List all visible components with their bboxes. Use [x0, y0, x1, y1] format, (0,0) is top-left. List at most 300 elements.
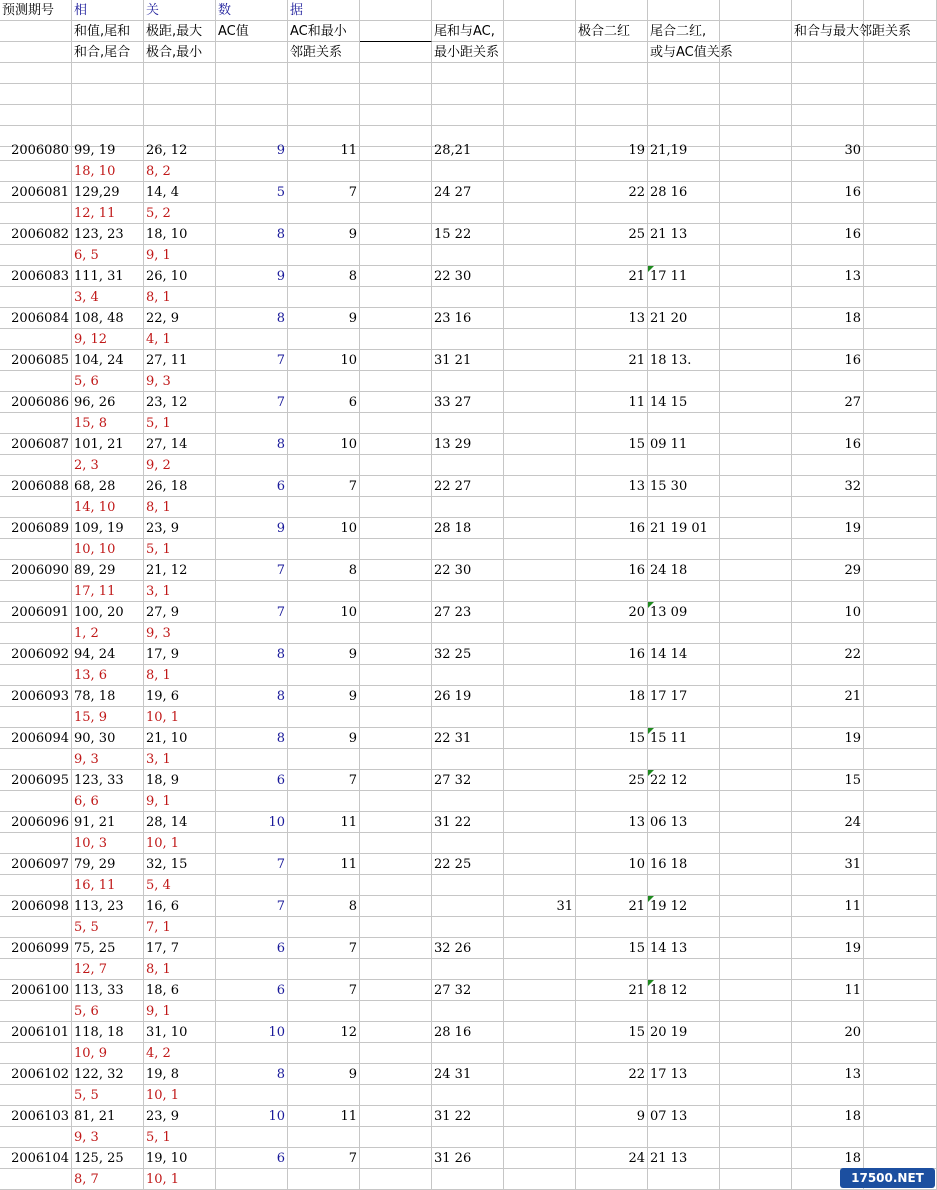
ac-value-cell[interactable]: 10 — [216, 812, 288, 833]
empty-cell[interactable] — [288, 665, 360, 686]
pole-red-cell[interactable]: 18 — [576, 686, 648, 707]
empty-cell[interactable] — [864, 581, 937, 602]
empty-cell[interactable] — [864, 329, 937, 350]
pole-cell[interactable]: 31, 10 — [144, 1022, 216, 1043]
empty-cell[interactable] — [720, 938, 792, 959]
tail-red-cell[interactable]: 07 13 — [648, 1106, 720, 1127]
empty-cell[interactable] — [432, 105, 504, 126]
empty-cell[interactable] — [504, 105, 576, 126]
empty-cell[interactable] — [720, 1085, 792, 1106]
empty-cell[interactable] — [0, 63, 72, 84]
empty-cell[interactable] — [720, 875, 792, 896]
empty-cell[interactable] — [504, 245, 576, 266]
ac-value-cell[interactable]: 7 — [216, 350, 288, 371]
tail-ac-right-cell[interactable] — [504, 1106, 576, 1127]
empty-cell[interactable] — [864, 203, 937, 224]
sum-max-gap-cell[interactable]: 15 — [792, 770, 864, 791]
header-cell[interactable] — [216, 42, 288, 63]
ac-value-cell[interactable]: 9 — [216, 266, 288, 287]
empty-cell[interactable] — [576, 497, 648, 518]
empty-cell[interactable] — [720, 105, 792, 126]
empty-cell[interactable] — [720, 392, 792, 413]
empty-cell[interactable] — [432, 413, 504, 434]
empty-cell[interactable] — [792, 413, 864, 434]
empty-cell[interactable] — [360, 84, 432, 105]
empty-cell[interactable] — [648, 707, 720, 728]
empty-cell[interactable] — [216, 1043, 288, 1064]
empty-cell[interactable] — [360, 854, 432, 875]
empty-cell[interactable] — [864, 644, 937, 665]
tail-red-cell[interactable]: 15 11 — [648, 728, 720, 749]
header-cell[interactable] — [360, 21, 432, 42]
tail-ac-cell[interactable]: 22 30 — [432, 560, 504, 581]
header-cell[interactable]: AC和最小 — [288, 21, 360, 42]
pole-min-cell[interactable]: 9, 1 — [144, 245, 216, 266]
empty-cell[interactable] — [504, 203, 576, 224]
sum-tail-cell[interactable]: 10, 3 — [72, 833, 144, 854]
empty-cell[interactable] — [288, 1127, 360, 1148]
empty-cell[interactable] — [720, 161, 792, 182]
empty-cell[interactable] — [792, 875, 864, 896]
empty-cell[interactable] — [648, 875, 720, 896]
tail-ac-right-cell[interactable] — [504, 812, 576, 833]
pole-red-cell[interactable]: 19 — [576, 140, 648, 161]
empty-cell[interactable] — [0, 1127, 72, 1148]
empty-cell[interactable] — [432, 1169, 504, 1190]
ac-value-cell[interactable]: 10 — [216, 1022, 288, 1043]
empty-cell[interactable] — [216, 161, 288, 182]
ac-value-cell[interactable]: 8 — [216, 644, 288, 665]
empty-cell[interactable] — [0, 84, 72, 105]
empty-cell[interactable] — [648, 329, 720, 350]
sum-cell[interactable]: 94, 24 — [72, 644, 144, 665]
pole-min-cell[interactable]: 5, 1 — [144, 539, 216, 560]
sum-max-gap-cell[interactable]: 16 — [792, 434, 864, 455]
period-cell[interactable]: 2006081 — [0, 182, 72, 203]
empty-cell[interactable] — [864, 518, 937, 539]
pole-cell[interactable]: 21, 10 — [144, 728, 216, 749]
sum-cell[interactable]: 101, 21 — [72, 434, 144, 455]
empty-cell[interactable] — [432, 707, 504, 728]
empty-cell[interactable] — [720, 896, 792, 917]
empty-cell[interactable] — [0, 329, 72, 350]
header-cell[interactable] — [504, 42, 576, 63]
empty-cell[interactable] — [216, 371, 288, 392]
tail-ac-cell[interactable]: 24 27 — [432, 182, 504, 203]
tail-red-cell[interactable]: 06 13 — [648, 812, 720, 833]
ac-min-cell[interactable]: 7 — [288, 1148, 360, 1169]
empty-cell[interactable] — [720, 308, 792, 329]
empty-cell[interactable] — [0, 161, 72, 182]
pole-red-cell[interactable]: 10 — [576, 854, 648, 875]
empty-cell[interactable] — [288, 1169, 360, 1190]
empty-cell[interactable] — [216, 959, 288, 980]
tail-red-cell[interactable]: 14 13 — [648, 938, 720, 959]
empty-cell[interactable] — [576, 1001, 648, 1022]
empty-cell[interactable] — [0, 959, 72, 980]
header-cell[interactable]: AC值 — [216, 21, 288, 42]
empty-cell[interactable] — [360, 644, 432, 665]
sum-max-gap-cell[interactable]: 11 — [792, 980, 864, 1001]
empty-cell[interactable] — [360, 728, 432, 749]
pole-cell[interactable]: 19, 8 — [144, 1064, 216, 1085]
empty-cell[interactable] — [792, 1043, 864, 1064]
empty-cell[interactable] — [360, 161, 432, 182]
sum-tail-cell[interactable]: 10, 10 — [72, 539, 144, 560]
sum-cell[interactable]: 68, 28 — [72, 476, 144, 497]
empty-cell[interactable] — [360, 938, 432, 959]
pole-cell[interactable]: 22, 9 — [144, 308, 216, 329]
tail-red-cell[interactable]: 09 11 — [648, 434, 720, 455]
empty-cell[interactable] — [864, 539, 937, 560]
empty-cell[interactable] — [504, 371, 576, 392]
ac-value-cell[interactable]: 8 — [216, 434, 288, 455]
tail-ac-cell[interactable]: 27 23 — [432, 602, 504, 623]
empty-cell[interactable] — [720, 203, 792, 224]
empty-cell[interactable] — [216, 105, 288, 126]
empty-cell[interactable] — [864, 413, 937, 434]
empty-cell[interactable] — [648, 833, 720, 854]
header-cell[interactable] — [720, 42, 792, 63]
header-cell[interactable] — [504, 21, 576, 42]
period-cell[interactable]: 2006086 — [0, 392, 72, 413]
empty-cell[interactable] — [288, 161, 360, 182]
tail-ac-right-cell[interactable] — [504, 182, 576, 203]
empty-cell[interactable] — [864, 392, 937, 413]
tail-ac-right-cell[interactable] — [504, 518, 576, 539]
empty-cell[interactable] — [576, 329, 648, 350]
sum-cell[interactable]: 122, 32 — [72, 1064, 144, 1085]
empty-cell[interactable] — [864, 1022, 937, 1043]
empty-cell[interactable] — [576, 203, 648, 224]
empty-cell[interactable] — [432, 203, 504, 224]
empty-cell[interactable] — [648, 455, 720, 476]
empty-cell[interactable] — [864, 938, 937, 959]
empty-cell[interactable] — [360, 224, 432, 245]
empty-cell[interactable] — [216, 791, 288, 812]
tail-red-cell[interactable]: 17 13 — [648, 1064, 720, 1085]
empty-cell[interactable] — [576, 707, 648, 728]
header-cell[interactable]: 据 — [288, 0, 360, 21]
empty-cell[interactable] — [576, 1085, 648, 1106]
empty-cell[interactable] — [288, 623, 360, 644]
empty-cell[interactable] — [864, 728, 937, 749]
period-cell[interactable]: 2006100 — [0, 980, 72, 1001]
period-cell[interactable]: 2006092 — [0, 644, 72, 665]
tail-ac-cell[interactable]: 31 26 — [432, 1148, 504, 1169]
empty-cell[interactable] — [360, 707, 432, 728]
empty-cell[interactable] — [864, 224, 937, 245]
period-cell[interactable]: 2006095 — [0, 770, 72, 791]
empty-cell[interactable] — [648, 1001, 720, 1022]
ac-min-cell[interactable]: 6 — [288, 392, 360, 413]
ac-value-cell[interactable]: 8 — [216, 308, 288, 329]
ac-min-cell[interactable]: 9 — [288, 308, 360, 329]
pole-min-cell[interactable]: 4, 2 — [144, 1043, 216, 1064]
empty-cell[interactable] — [504, 749, 576, 770]
tail-red-cell[interactable]: 17 17 — [648, 686, 720, 707]
empty-cell[interactable] — [216, 329, 288, 350]
empty-cell[interactable] — [720, 917, 792, 938]
empty-cell[interactable] — [864, 84, 937, 105]
ac-value-cell[interactable]: 7 — [216, 392, 288, 413]
pole-min-cell[interactable]: 10, 1 — [144, 1169, 216, 1190]
empty-cell[interactable] — [720, 413, 792, 434]
sum-max-gap-cell[interactable]: 19 — [792, 518, 864, 539]
empty-cell[interactable] — [216, 1127, 288, 1148]
pole-red-cell[interactable]: 15 — [576, 938, 648, 959]
empty-cell[interactable] — [648, 1043, 720, 1064]
sum-tail-cell[interactable]: 9, 3 — [72, 1127, 144, 1148]
empty-cell[interactable] — [792, 329, 864, 350]
ac-min-cell[interactable]: 7 — [288, 476, 360, 497]
pole-red-cell[interactable]: 21 — [576, 266, 648, 287]
empty-cell[interactable] — [360, 833, 432, 854]
tail-ac-right-cell[interactable] — [504, 1022, 576, 1043]
empty-cell[interactable] — [720, 770, 792, 791]
empty-cell[interactable] — [216, 203, 288, 224]
empty-cell[interactable] — [720, 707, 792, 728]
ac-value-cell[interactable]: 8 — [216, 1064, 288, 1085]
empty-cell[interactable] — [864, 1001, 937, 1022]
empty-cell[interactable] — [792, 1127, 864, 1148]
pole-cell[interactable]: 26, 10 — [144, 266, 216, 287]
empty-cell[interactable] — [0, 749, 72, 770]
tail-red-cell[interactable]: 14 14 — [648, 644, 720, 665]
empty-cell[interactable] — [360, 980, 432, 1001]
empty-cell[interactable] — [648, 63, 720, 84]
empty-cell[interactable] — [504, 875, 576, 896]
empty-cell[interactable] — [216, 245, 288, 266]
empty-cell[interactable] — [360, 770, 432, 791]
empty-cell[interactable] — [432, 371, 504, 392]
sum-tail-cell[interactable]: 5, 5 — [72, 917, 144, 938]
tail-ac-right-cell[interactable] — [504, 224, 576, 245]
sum-cell[interactable]: 96, 26 — [72, 392, 144, 413]
tail-red-cell[interactable]: 21 20 — [648, 308, 720, 329]
ac-min-cell[interactable]: 10 — [288, 350, 360, 371]
pole-cell[interactable]: 27, 14 — [144, 434, 216, 455]
empty-cell[interactable] — [432, 287, 504, 308]
sum-cell[interactable]: 79, 29 — [72, 854, 144, 875]
empty-cell[interactable] — [576, 539, 648, 560]
sum-max-gap-cell[interactable]: 27 — [792, 392, 864, 413]
empty-cell[interactable] — [864, 749, 937, 770]
empty-cell[interactable] — [576, 161, 648, 182]
tail-red-cell[interactable]: 24 18 — [648, 560, 720, 581]
empty-cell[interactable] — [360, 245, 432, 266]
ac-value-cell[interactable]: 6 — [216, 980, 288, 1001]
empty-cell[interactable] — [576, 959, 648, 980]
empty-cell[interactable] — [720, 371, 792, 392]
sum-tail-cell[interactable]: 9, 3 — [72, 749, 144, 770]
sum-cell[interactable]: 78, 18 — [72, 686, 144, 707]
empty-cell[interactable] — [864, 63, 937, 84]
sum-tail-cell[interactable]: 15, 8 — [72, 413, 144, 434]
tail-ac-right-cell[interactable] — [504, 644, 576, 665]
sum-max-gap-cell[interactable]: 32 — [792, 476, 864, 497]
empty-cell[interactable] — [864, 371, 937, 392]
empty-cell[interactable] — [864, 1085, 937, 1106]
period-cell[interactable]: 2006096 — [0, 812, 72, 833]
empty-cell[interactable] — [792, 245, 864, 266]
empty-cell[interactable] — [720, 854, 792, 875]
empty-cell[interactable] — [288, 287, 360, 308]
ac-value-cell[interactable]: 7 — [216, 560, 288, 581]
empty-cell[interactable] — [504, 287, 576, 308]
empty-cell[interactable] — [864, 665, 937, 686]
pole-cell[interactable]: 28, 14 — [144, 812, 216, 833]
empty-cell[interactable] — [360, 749, 432, 770]
empty-cell[interactable] — [360, 371, 432, 392]
empty-cell[interactable] — [720, 497, 792, 518]
empty-cell[interactable] — [288, 329, 360, 350]
header-cell[interactable]: 和值,尾和 — [72, 21, 144, 42]
empty-cell[interactable] — [216, 581, 288, 602]
empty-cell[interactable] — [864, 434, 937, 455]
pole-red-cell[interactable]: 24 — [576, 1148, 648, 1169]
tail-red-cell[interactable]: 21 13 — [648, 224, 720, 245]
sum-tail-cell[interactable]: 6, 6 — [72, 791, 144, 812]
period-cell[interactable]: 2006094 — [0, 728, 72, 749]
empty-cell[interactable] — [576, 287, 648, 308]
period-cell[interactable]: 2006088 — [0, 476, 72, 497]
header-cell[interactable]: 极合,最小 — [144, 42, 216, 63]
empty-cell[interactable] — [720, 245, 792, 266]
empty-cell[interactable] — [0, 875, 72, 896]
ac-value-cell[interactable]: 6 — [216, 1148, 288, 1169]
tail-ac-right-cell[interactable] — [504, 728, 576, 749]
tail-ac-cell[interactable]: 28 18 — [432, 518, 504, 539]
sum-tail-cell[interactable]: 5, 6 — [72, 1001, 144, 1022]
tail-ac-right-cell[interactable] — [504, 686, 576, 707]
period-cell[interactable]: 2006080 — [0, 140, 72, 161]
empty-cell[interactable] — [504, 1127, 576, 1148]
empty-cell[interactable] — [504, 623, 576, 644]
tail-ac-right-cell[interactable]: 31 — [504, 896, 576, 917]
empty-cell[interactable] — [720, 1064, 792, 1085]
sum-max-gap-cell[interactable]: 13 — [792, 1064, 864, 1085]
period-cell[interactable]: 2006087 — [0, 434, 72, 455]
empty-cell[interactable] — [360, 1169, 432, 1190]
empty-cell[interactable] — [864, 917, 937, 938]
ac-min-cell[interactable]: 9 — [288, 1064, 360, 1085]
empty-cell[interactable] — [288, 959, 360, 980]
empty-cell[interactable] — [864, 770, 937, 791]
sum-cell[interactable]: 111, 31 — [72, 266, 144, 287]
empty-cell[interactable] — [360, 413, 432, 434]
empty-cell[interactable] — [0, 707, 72, 728]
pole-min-cell[interactable]: 8, 1 — [144, 287, 216, 308]
sum-max-gap-cell[interactable]: 19 — [792, 938, 864, 959]
empty-cell[interactable] — [360, 959, 432, 980]
empty-cell[interactable] — [720, 1169, 792, 1190]
empty-cell[interactable] — [720, 644, 792, 665]
sum-cell[interactable]: 113, 33 — [72, 980, 144, 1001]
empty-cell[interactable] — [216, 497, 288, 518]
ac-value-cell[interactable]: 10 — [216, 1106, 288, 1127]
pole-min-cell[interactable]: 5, 1 — [144, 1127, 216, 1148]
pole-min-cell[interactable]: 3, 1 — [144, 749, 216, 770]
empty-cell[interactable] — [720, 182, 792, 203]
pole-cell[interactable]: 23, 9 — [144, 518, 216, 539]
pole-cell[interactable]: 23, 12 — [144, 392, 216, 413]
header-cell[interactable] — [432, 0, 504, 21]
sum-cell[interactable]: 109, 19 — [72, 518, 144, 539]
empty-cell[interactable] — [0, 791, 72, 812]
empty-cell[interactable] — [288, 245, 360, 266]
ac-value-cell[interactable]: 9 — [216, 518, 288, 539]
header-cell[interactable] — [792, 0, 864, 21]
pole-min-cell[interactable]: 8, 1 — [144, 497, 216, 518]
sum-tail-cell[interactable]: 17, 11 — [72, 581, 144, 602]
tail-red-cell[interactable]: 22 12 — [648, 770, 720, 791]
empty-cell[interactable] — [360, 812, 432, 833]
empty-cell[interactable] — [0, 581, 72, 602]
empty-cell[interactable] — [360, 1064, 432, 1085]
ac-min-cell[interactable]: 11 — [288, 812, 360, 833]
header-cell[interactable] — [504, 0, 576, 21]
pole-red-cell[interactable]: 11 — [576, 392, 648, 413]
empty-cell[interactable] — [360, 1022, 432, 1043]
empty-cell[interactable] — [432, 539, 504, 560]
empty-cell[interactable] — [504, 1169, 576, 1190]
header-cell[interactable]: 和合与最大邻距关系 — [792, 21, 864, 42]
empty-cell[interactable] — [360, 791, 432, 812]
empty-cell[interactable] — [288, 203, 360, 224]
pole-red-cell[interactable]: 15 — [576, 434, 648, 455]
empty-cell[interactable] — [576, 833, 648, 854]
empty-cell[interactable] — [792, 707, 864, 728]
empty-cell[interactable] — [792, 84, 864, 105]
empty-cell[interactable] — [720, 581, 792, 602]
ac-min-cell[interactable]: 12 — [288, 1022, 360, 1043]
pole-min-cell[interactable]: 4, 1 — [144, 329, 216, 350]
empty-cell[interactable] — [864, 266, 937, 287]
empty-cell[interactable] — [432, 329, 504, 350]
empty-cell[interactable] — [720, 539, 792, 560]
sum-max-gap-cell[interactable]: 22 — [792, 644, 864, 665]
header-cell[interactable]: 数 — [216, 0, 288, 21]
pole-min-cell[interactable]: 9, 3 — [144, 371, 216, 392]
empty-cell[interactable] — [288, 833, 360, 854]
empty-cell[interactable] — [720, 980, 792, 1001]
empty-cell[interactable] — [0, 1085, 72, 1106]
header-cell[interactable]: 邻距关系 — [288, 42, 360, 63]
empty-cell[interactable] — [576, 875, 648, 896]
pole-min-cell[interactable]: 8, 1 — [144, 959, 216, 980]
empty-cell[interactable] — [72, 84, 144, 105]
empty-cell[interactable] — [720, 1022, 792, 1043]
empty-cell[interactable] — [720, 63, 792, 84]
empty-cell[interactable] — [0, 539, 72, 560]
empty-cell[interactable] — [144, 63, 216, 84]
header-cell[interactable] — [0, 42, 72, 63]
tail-red-cell[interactable]: 17 11 — [648, 266, 720, 287]
empty-cell[interactable] — [720, 812, 792, 833]
empty-cell[interactable] — [864, 875, 937, 896]
pole-red-cell[interactable]: 22 — [576, 1064, 648, 1085]
empty-cell[interactable] — [432, 665, 504, 686]
sum-tail-cell[interactable]: 9, 12 — [72, 329, 144, 350]
tail-ac-right-cell[interactable] — [504, 770, 576, 791]
sum-max-gap-cell[interactable]: 18 — [792, 1106, 864, 1127]
header-cell[interactable]: 极合二红 — [576, 21, 648, 42]
empty-cell[interactable] — [360, 1001, 432, 1022]
empty-cell[interactable] — [792, 791, 864, 812]
empty-cell[interactable] — [216, 707, 288, 728]
empty-cell[interactable] — [864, 1148, 937, 1169]
